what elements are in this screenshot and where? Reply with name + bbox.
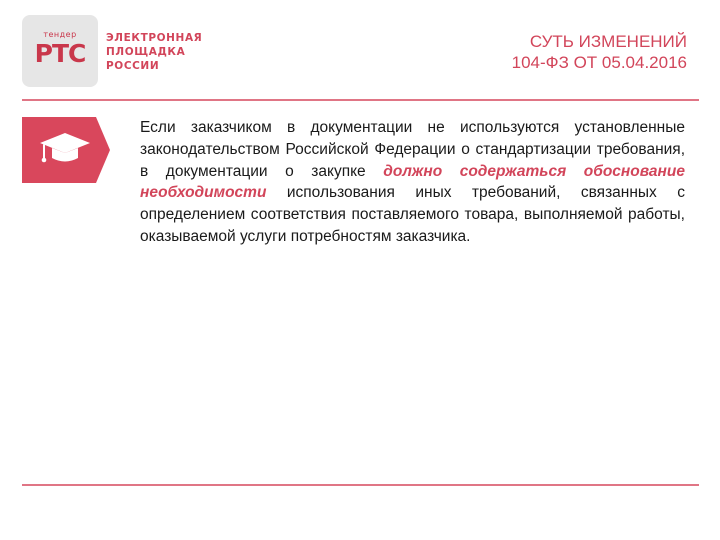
- brand-line: ЭЛЕКТРОННАЯ: [106, 32, 203, 44]
- logo-small-text: тендер: [43, 30, 77, 39]
- page-title-line1: СУТЬ ИЗМЕНЕНИЙ: [529, 32, 687, 51]
- page-title-line2: 104-ФЗ ОТ 05.04.2016: [511, 53, 687, 72]
- top-divider: [22, 99, 699, 101]
- body-paragraph: [140, 117, 685, 248]
- graduation-cap-icon: [22, 117, 110, 183]
- brand-line: ПЛОЩАДКА: [106, 46, 186, 58]
- body-text-highlight: должно содержаться обоснование необходимости: [140, 162, 685, 202]
- brand-line: РОССИИ: [106, 60, 160, 72]
- bottom-divider: [22, 484, 699, 486]
- body-text-before: Если заказчиком в документации не используются установленные законодательством Российской Федерации о стандартизации требования, в документации о закупке: [140, 119, 685, 180]
- brand-name: [106, 31, 202, 73]
- logo-main-text: РТС: [34, 39, 86, 68]
- logo: [22, 15, 98, 87]
- page-title: [512, 31, 687, 73]
- body-text-after: использования иных требований, связанных с определением соответствия поставляемого товара, выполняемой работы, оказываемой услуги потребностям заказчика.: [140, 184, 685, 245]
